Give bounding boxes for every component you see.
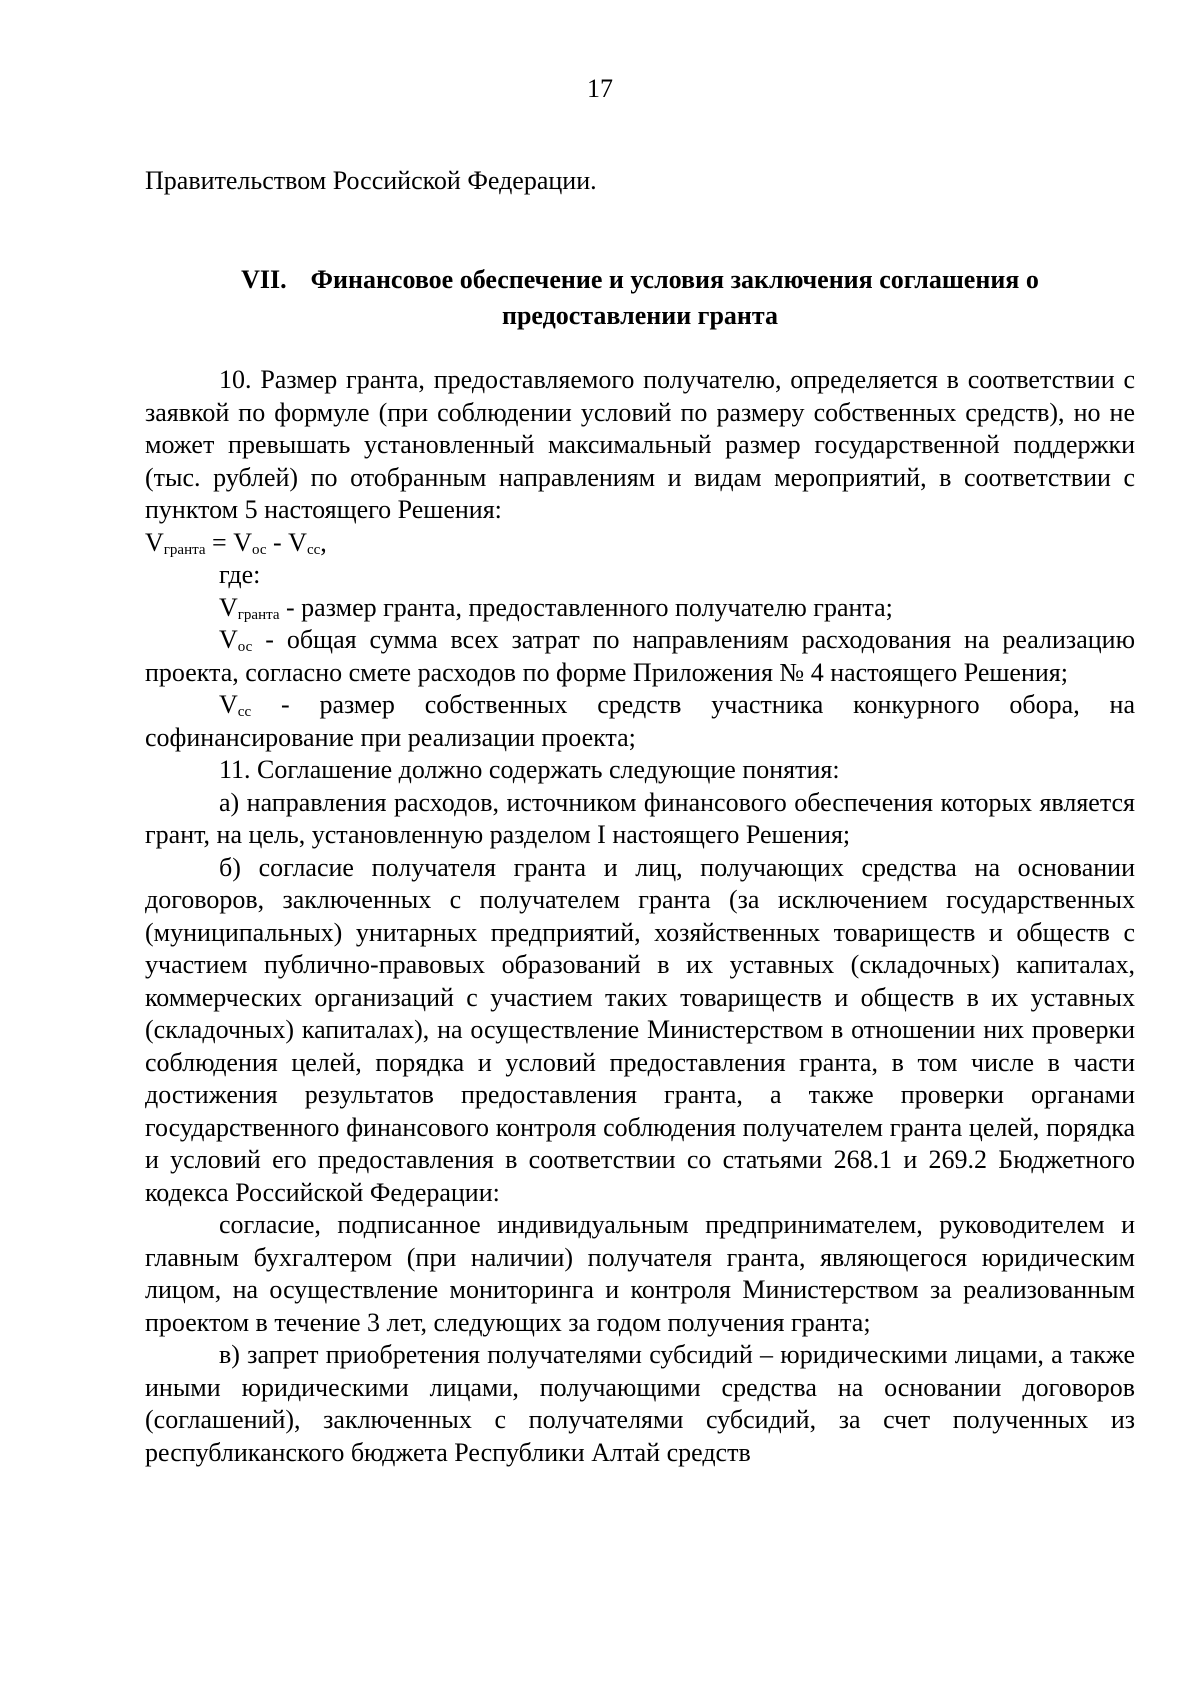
grant-formula: $V_{гранта} = V_{ос} - V_{сс}$, <box>145 527 327 558</box>
continued-text: Правительством Российской Федерации. <box>145 166 597 195</box>
section-number: VII. <box>241 265 287 294</box>
section-title-line-1: Финансовое обеспечение и условия заключения соглашения о <box>310 265 1039 294</box>
section-heading <box>145 262 1135 334</box>
section-heading-line-1 <box>145 262 1135 298</box>
where-label: где: <box>219 560 261 589</box>
list-item-a: а) направления расходов, источником финансового обеспечения которых является грант, на цель, установленную разделом I настоящего Решения; <box>145 787 1135 849</box>
definition-v-cc: $V_{сс}$ - размер собственных средств участника конкурного обора, на софинансирование при реализации проекта; <box>145 690 1135 752</box>
definition-v-grant: $V_{гранта}$ - размер гранта, предоставленного получателю гранта; <box>219 592 893 623</box>
paragraph-10: 10. Размер гранта, предоставляемого получателю, определяется в соответствии с заявкой по формуле (при соблюдении условий по размеру собственных средств), но не может превышать установленный максимальный размер государственной поддержки (тыс. рублей) по отобранным направлениям и видам мероприятий, в соответствии с пунктом 5 настоящего Решения: <box>145 365 1135 524</box>
document-body <box>145 364 1135 1469</box>
definition-v-oc: $V_{ос}$ - общая сумма всех затрат по направлениям расходования на реализацию проекта, согласно смете расходов по форме Приложения № 4 настоящего Решения; <box>145 625 1135 687</box>
list-item-b: б) согласие получателя гранта и лиц, получающих средства на основании договоров, заключенных с получателем гранта (за исключением государственных (муниципальных) унитарных предприятий, хозяйственных товариществ и обществ с участием публично-правовых образований в их уставных (складочных) капиталах, коммерческих организаций с участием таких товариществ и обществ в их уставных (складочных) капиталах), на осуществление Министерством в отношении них проверки соблюдения целей, порядка и условий предоставления гранта, в том числе в части достижения результатов предоставления гранта, а также проверки органами государственного финансового контроля соблюдения получателем гранта целей, порядка и условий его предоставления в соответствии со статьями 268.1 и 269.2 Бюджетного кодекса Российской Федерации: <box>145 852 1135 1207</box>
consent-paragraph: согласие, подписанное индивидуальным предпринимателем, руководителем и главным бухгалтером (при наличии) получателя гранта, являющегося юридическим лицом, на осуществление мониторинга и контроля Министерством за реализованным проектом в течение 3 лет, следующих за годом получения гранта; <box>145 1210 1135 1337</box>
paragraph-11: 11. Соглашение должно содержать следующие понятия: <box>219 755 840 784</box>
list-item-v: в) запрет приобретения получателями субсидий – юридическими лицами, а также иными юридическими лицами, получающими средства на основании договоров (соглашений), заключенных с получателями субсидий, за счет полученных из республиканского бюджета Республики Алтай средств <box>145 1340 1135 1467</box>
page-number: 17 <box>587 74 613 103</box>
section-title-line-2: предоставлении гранта <box>501 301 779 330</box>
